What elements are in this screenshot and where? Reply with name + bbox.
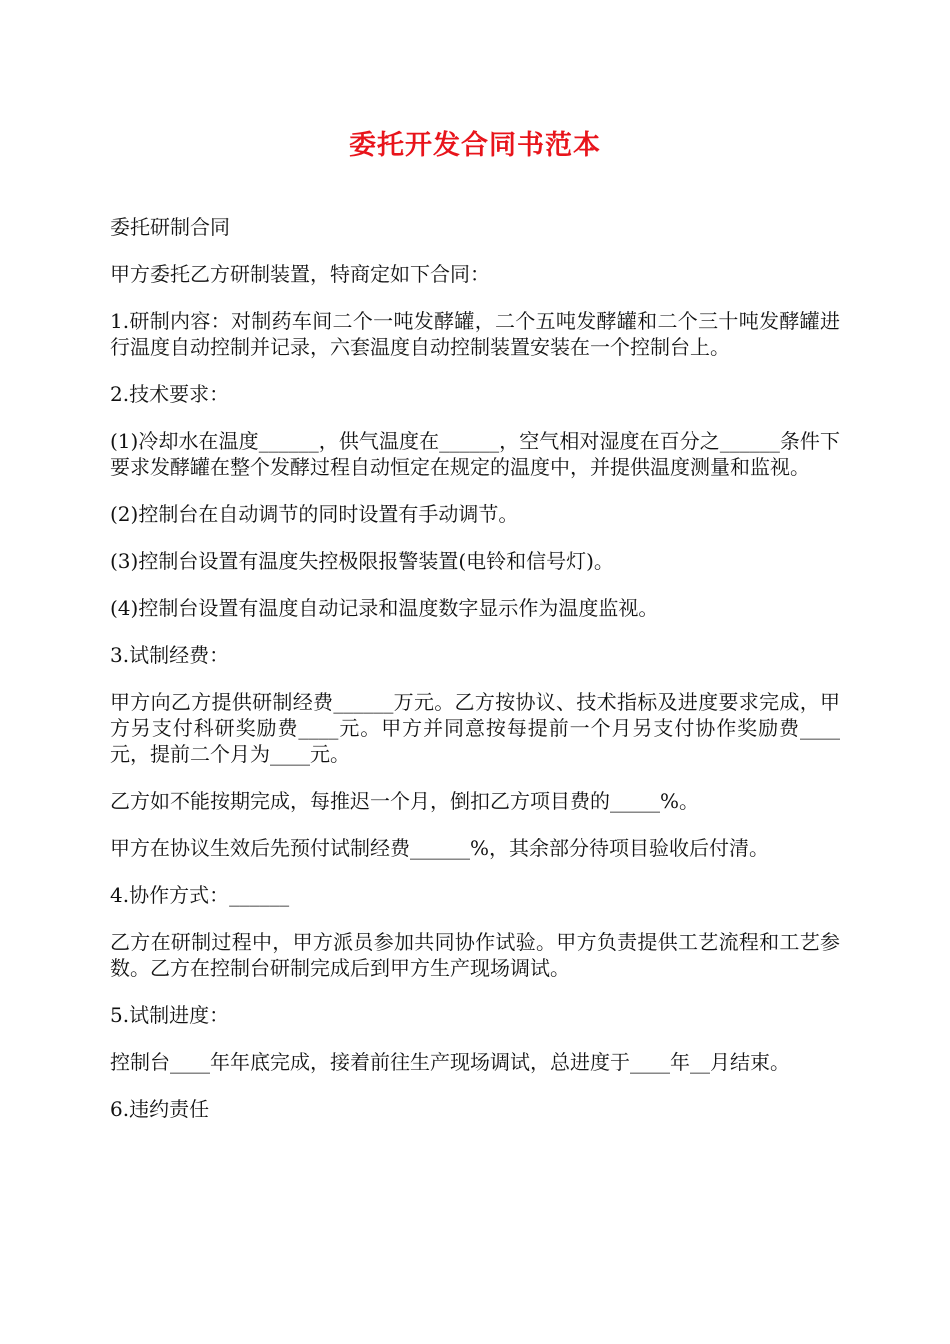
section-heading-funding: 3.试制经费： <box>110 643 230 667</box>
document-title: 委托开发合同书范本 <box>349 130 601 161</box>
paragraph-requirement-1: (1)冷却水在温度______，供气温度在______，空气相对湿度在百分之______条件下要求发酵罐在整个发酵过程自动恒定在规定的温度中，并提供温度测量和监视。 <box>110 429 840 479</box>
paragraph-requirement-3: (3)控制台设置有温度失控极限报警装置(电铃和信号灯)。 <box>110 549 614 573</box>
paragraph-intro: 甲方委托乙方研制装置，特商定如下合同： <box>110 262 490 286</box>
paragraph-penalty: 乙方如不能按期完成，每推迟一个月，倒扣乙方项目费的_____%。 <box>110 789 700 813</box>
section-heading-schedule: 5.试制进度： <box>110 1003 230 1027</box>
paragraph-research-content: 1.研制内容：对制药车间二个一吨发酵罐，二个五吨发酵罐和二个三十吨发酵罐进行温度自动控制并记录，六套温度自动控制装置安装在一个控制台上。 <box>110 309 840 359</box>
section-heading-technical: 2.技术要求： <box>110 382 230 406</box>
paragraph-schedule: 控制台____年年底完成，接着前往生产现场调试，总进度于____年__月结束。 <box>110 1050 790 1074</box>
section-heading-cooperation: 4.协作方式：______ <box>110 883 290 907</box>
section-heading-liability: 6.违约责任 <box>110 1097 210 1121</box>
paragraph-prepayment: 甲方在协议生效后先预付试制经费______%，其余部分待项目验收后付清。 <box>110 836 770 860</box>
section-heading-contract: 委托研制合同 <box>110 215 230 239</box>
paragraph-funding-amount: 甲方向乙方提供研制经费______万元。乙方按协议、技术指标及进度要求完成，甲方另支付科研奖励费____元。甲方并同意按每提前一个月另支付协作奖励费____元，提前二个月为____元。 <box>110 690 840 766</box>
document-body <box>110 214 840 1143</box>
paragraph-cooperation: 乙方在研制过程中，甲方派员参加共同协作试验。甲方负责提供工艺流程和工艺参数。乙方在控制台研制完成后到甲方生产现场调试。 <box>110 930 840 980</box>
paragraph-requirement-2: (2)控制台在自动调节的同时设置有手动调节。 <box>110 502 519 526</box>
paragraph-requirement-4: (4)控制台设置有温度自动记录和温度数字显示作为温度监视。 <box>110 596 659 620</box>
